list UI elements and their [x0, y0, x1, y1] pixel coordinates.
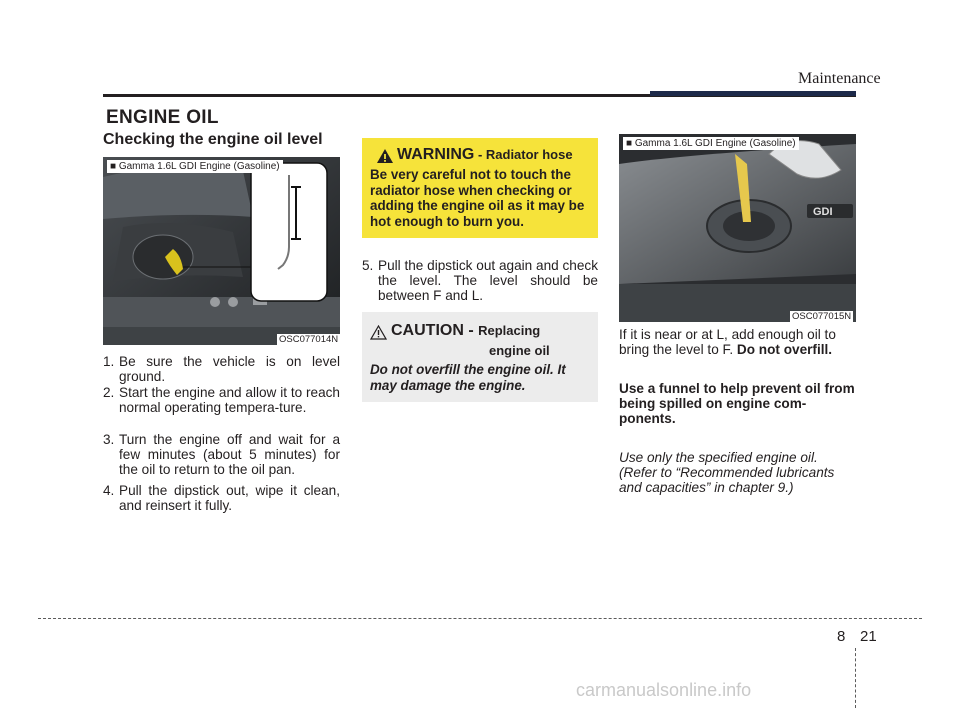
footer-rule	[38, 618, 922, 619]
caution-subtitle: engine oil	[489, 343, 550, 358]
figure2-caption: ■ Gamma 1.6L GDI Engine (Gasoline)	[623, 137, 799, 150]
page-number: 21	[860, 628, 877, 645]
subsection-title: Checking the engine oil level	[103, 131, 323, 148]
oil-level-paragraph: If it is near or at L, add enough oil to bring the level to F. Do not overfill.	[619, 327, 836, 357]
footer-vertical-rule	[855, 648, 856, 708]
engine-oil-fill-illustration	[619, 134, 856, 322]
section-title: Maintenance	[798, 70, 881, 87]
figure2-code: OSC077015N	[792, 311, 852, 322]
warning-triangle-icon	[376, 148, 394, 164]
engine-dipstick-photo	[103, 157, 340, 345]
specified-oil-paragraph: Use only the specified engine oil. (Refer to “Recommended lubricants and capacities” in chapter 9.)	[619, 450, 835, 495]
caution-title: CAUTION - Replacing	[391, 322, 541, 339]
gdi-logo-text: GDI	[813, 206, 833, 218]
engine-dipstick-illustration	[103, 157, 340, 345]
caution-triangle-icon	[370, 325, 387, 340]
page-chapter: 8	[837, 628, 846, 645]
header-rule-accent	[650, 91, 856, 96]
funnel-paragraph: Use a funnel to help prevent oil from being spilled on engine com-ponents.	[619, 381, 855, 426]
list-item: 3. Turn the engine off and wait for a few minutes (about 5 minutes) for the oil to return to the oil pan.	[103, 432, 340, 477]
list-item: 1. Be sure the vehicle is on level ground.	[103, 354, 340, 384]
list-item: 2. Start the engine and allow it to reach normal operating tempera-ture.	[103, 385, 340, 415]
figure1-code: OSC077014N	[279, 334, 339, 345]
warning-box	[362, 138, 598, 238]
figure1-caption: ■ Gamma 1.6L GDI Engine (Gasoline)	[107, 160, 283, 173]
warning-body: Be very careful not to touch the radiator hose when checking or adding the engine oil as it may be hot enough to burn you.	[370, 167, 585, 229]
watermark: carmanualsonline.info	[576, 680, 752, 700]
chapter-title: ENGINE OIL	[106, 107, 219, 128]
list-item: 4. Pull the dipstick out, wipe it clean, and reinsert it fully.	[103, 483, 340, 513]
list-item: 5. Pull the dipstick out again and check the level. The level should be between F and L.	[362, 258, 598, 303]
engine-funnel-photo	[619, 134, 856, 322]
warning-title: WARNING - Radiator hose	[397, 146, 573, 163]
caution-box	[362, 312, 598, 402]
caution-body: Do not overfill the engine oil. It may damage the engine.	[370, 362, 566, 393]
